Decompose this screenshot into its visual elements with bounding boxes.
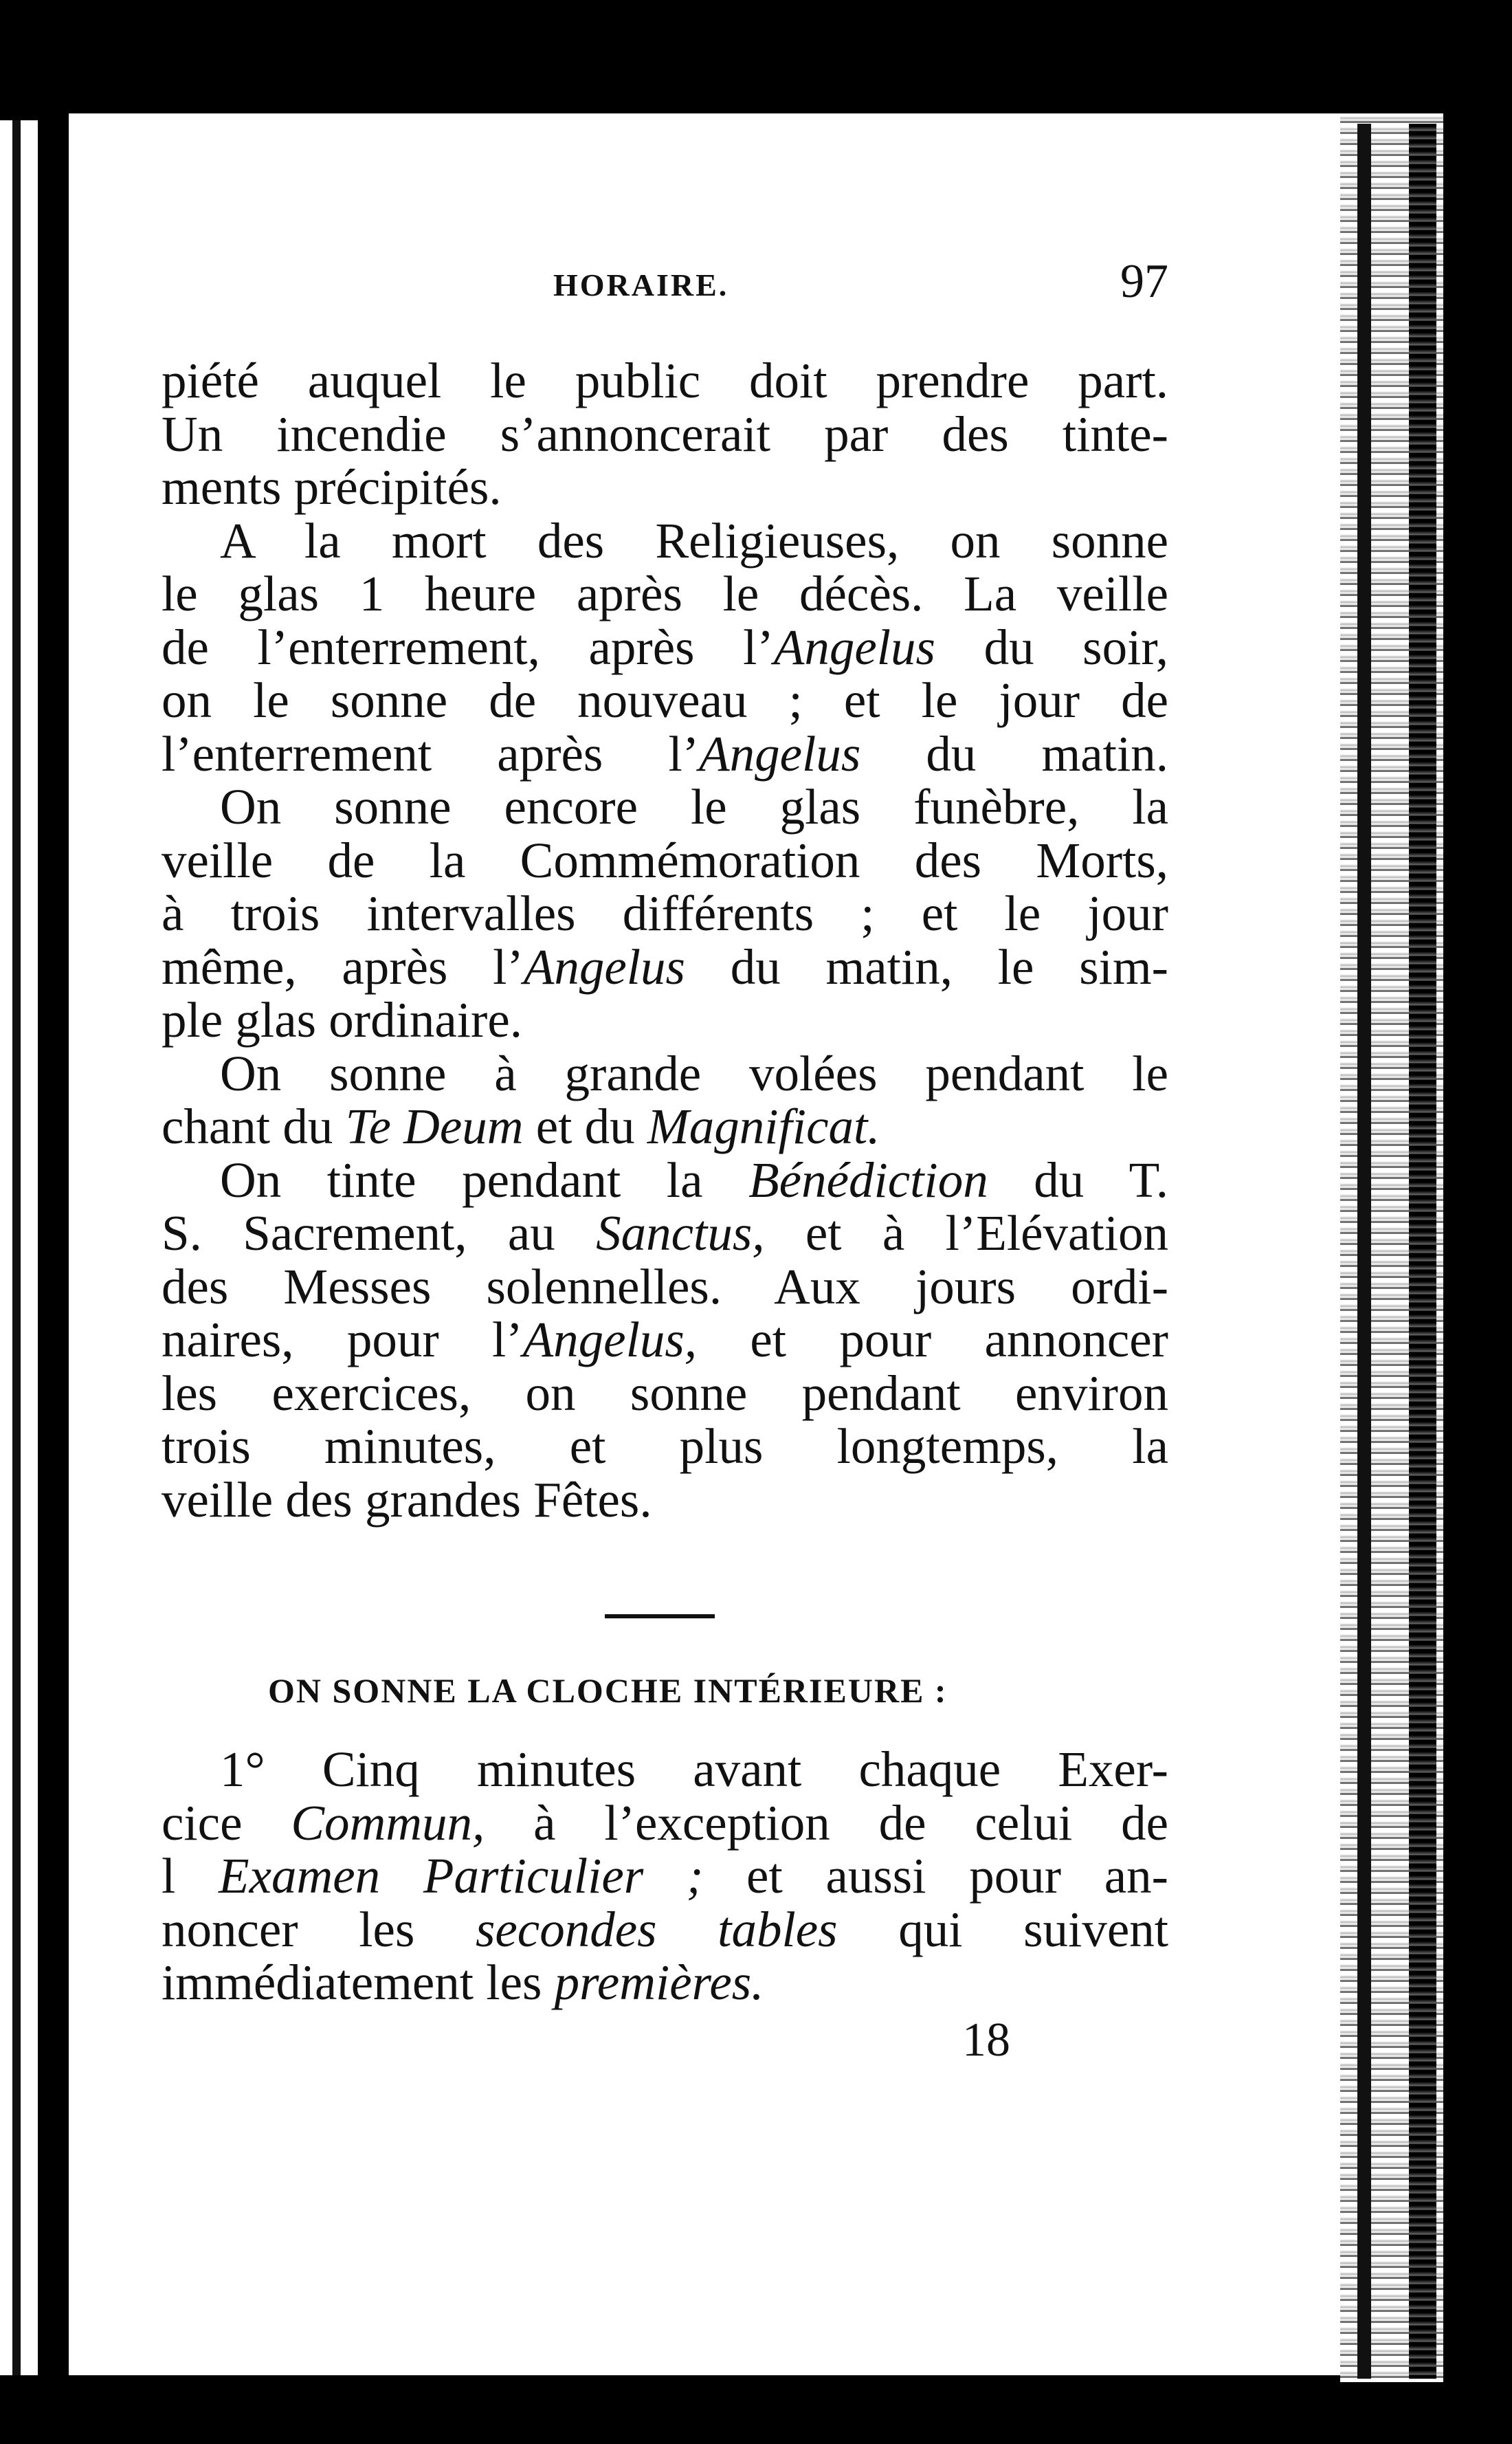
signature-mark: 18 <box>962 2014 1010 2067</box>
text-line: On tinte pendant la Bénédiction du T. <box>220 1152 1168 1208</box>
text-line: A la mort des Religieuses, on sonne <box>220 512 1168 569</box>
text-line: immédiatement les premières. <box>162 1955 764 2010</box>
text-line: veille de la Commémoration des Morts, <box>162 832 1168 888</box>
text-line: les exercices, on sonne pendant environ <box>162 1365 1168 1421</box>
text-line: Un incendie s’annoncerait par des tinte- <box>162 406 1168 462</box>
left-page-edge <box>0 120 38 2375</box>
text-line: S. Sacrement, au Sanctus, et à l’Elévation <box>162 1205 1168 1261</box>
text-line: le glas 1 heure après le décès. La veille <box>162 566 1168 621</box>
running-title: HORAIRE. <box>553 267 729 302</box>
text-line: l Examen Particulier ; et aussi pour an- <box>162 1848 1168 1904</box>
text-line: 1° Cinq minutes avant chaque Exer- <box>220 1741 1168 1797</box>
text-line: cice Commun, à l’exception de celui de <box>162 1794 1168 1851</box>
text-line: même, après l’Angelus du matin, le sim- <box>162 938 1168 995</box>
text-line: à trois intervalles différents ; et le jour <box>162 885 1168 941</box>
text-line: On sonne à grande volées pendant le <box>220 1045 1168 1101</box>
section-divider-rule <box>605 1614 715 1618</box>
section-text <box>162 1743 1168 2010</box>
section-heading: ON SONNE LA CLOCHE INTÉRIEURE : <box>268 1671 948 1710</box>
text-line: chant du Te Deum et du Magnificat. <box>162 1099 880 1154</box>
page-number: 97 <box>1120 255 1168 308</box>
text-line: naires, pour l’Angelus, et pour annoncer <box>162 1312 1168 1367</box>
text-line: des Messes solennelles. Aux jours ordi- <box>162 1258 1168 1314</box>
text-line: l’enterrement après l’Angelus du matin. <box>162 725 1168 782</box>
text-line: on le sonne de nouveau ; et le jour de <box>162 672 1168 728</box>
text-line: ple glas ordinaire. <box>162 992 523 1048</box>
text-line: piété auquel le public doit prendre part. <box>162 353 1168 408</box>
text-line: trois minutes, et plus longtemps, la <box>162 1418 1168 1474</box>
body-text <box>162 354 1168 1526</box>
page-header <box>158 254 1168 316</box>
text-line: veille des grandes Fêtes. <box>162 1471 652 1528</box>
text-line: ments précipités. <box>162 459 502 515</box>
text-line: de l’enterrement, après l’Angelus du soir, <box>162 619 1169 675</box>
text-line: On sonne encore le glas funèbre, la <box>220 779 1168 835</box>
text-line: noncer les secondes tables qui suivent <box>162 1901 1168 1957</box>
